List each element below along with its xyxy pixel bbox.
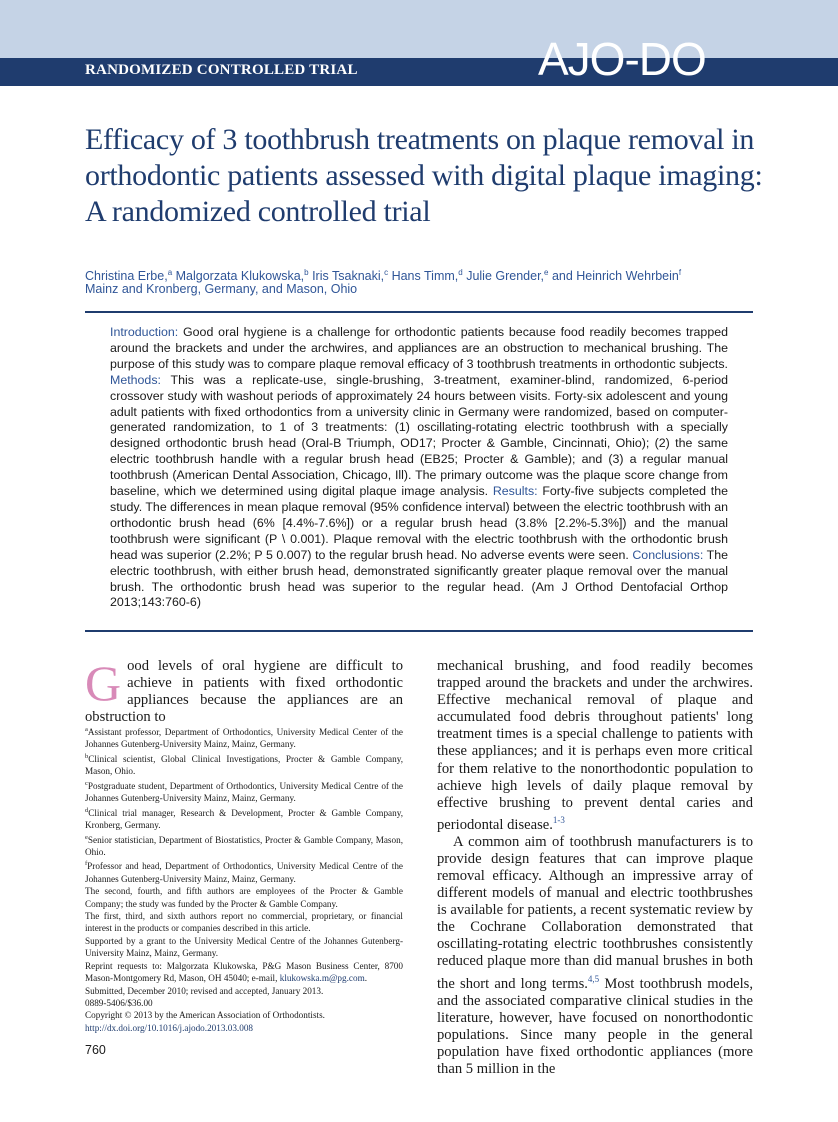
- footnotes: [85, 724, 403, 1034]
- abstract-methods-text: This was a replicate-use, single-brushing, 3-treatment, examiner-blind, randomized, 6-period crossover study with washout periods of approximately 24 hours between visits. Forty-six adolescent and young adult patients with fixed orthodontics from a university clinic in Germany were randomized, based on computer-generated randomization, to 1 of 3 treatments: (1) oscillating-rotating electric toothbrush with a specially designed orthodontic brush head (Oral-B Triumph, OD17; Procter & Gamble, Cincinnati, Ohio); (2) the same electric toothbrush handle with a regular brush head (EB25; Procter & Gamble); and (3) a regular manual toothbrush (American Dental Association, Chicago, Ill). The primary outcome was the plaque score change from baseline, which we determined using digital plaque image analysis.: [110, 372, 728, 499]
- header-top-band: [0, 0, 838, 58]
- abstract-results-heading: Results:: [492, 484, 538, 499]
- author-name: Iris Tsaknaki,: [308, 269, 385, 284]
- author-affiliation-mark: c: [384, 268, 389, 277]
- footnote-c: $^c$Postgraduate student, Department of Orthodontics, University Medical Centre of the Johannes Gutenberg-University Mainz, Mainz, Germany.: [85, 779, 403, 804]
- abstract-results-text: Forty-five subjects completed the study. The differences in mean plaque removal (95% confidence interval) between the electric toothbrush with an orthodontic brush head (6% [4.4%-7.6%]) or a regular brush head (3.8% [2.2%-5.3%]) and the manual toothbrush were significant (P \ 0.001). Plaque removal with the electric toothbrush with the orthodontic brush head was superior (2.2%; P 5 0.007) to the regular brush head. No adverse events were seen.: [110, 484, 728, 562]
- abstract-methods-heading: Methods:: [110, 372, 161, 387]
- abstract-bottom-rule: [85, 630, 753, 632]
- footnote-f: $^f$Professor and head, Department of Orthodontics, University Medical Centre of the Johannes Gutenberg-University Mainz, Mainz, Germany.: [85, 860, 403, 884]
- journal-logo: AJO-DO: [538, 33, 706, 85]
- footnote-copyright: Copyright © 2013 by the American Association of Orthodontists.: [85, 1010, 325, 1021]
- footnote-mark: d: [85, 806, 89, 814]
- footnote-mark: f: [85, 860, 88, 868]
- footnote-d: $^d$Clinical trial manager, Research & Development, Procter & Gamble Company, Kronberg, Germany.: [85, 806, 403, 831]
- reference-mark[interactable]: 4,5: [587, 973, 600, 984]
- body-paragraph-1: mechanical brushing, and food readily becomes trapped around the brackets and under the archwires. Effective mechanical removal of plaque and accumulated food debris throughout patients' long treatment times is a special challenge to patients with these appliances; and it is perhaps even more critical for them relative to the nonorthodontic population to achieve high levels of daily plaque removal by effective brushing to prevent dental caries and periodontal disease.$^{1-3}$: [437, 658, 753, 833]
- abstract-introduction-heading: Introduction:: [110, 325, 179, 339]
- footnote-mark: c: [85, 779, 88, 787]
- footnote-mark: a: [85, 726, 88, 733]
- footnote-e: $^e$Senior statistician, Department of Biostatistics, Procter & Gamble Company, Mason, Ohio.: [85, 833, 403, 857]
- abstract: [110, 325, 728, 611]
- abstract-conclusions-heading: Conclusions:: [632, 547, 704, 562]
- footnote-mark: e: [85, 833, 88, 841]
- section-label: RANDOMIZED CONTROLLED TRIAL: [85, 62, 358, 78]
- doi-link[interactable]: http://dx.doi.org/10.1016/j.ajodo.2013.03.008: [85, 1022, 254, 1033]
- author-name: Hans Timm,: [388, 269, 459, 284]
- drop-cap: G: [85, 655, 122, 711]
- article-title: Efficacy of 3 toothbrush treatments on plaque removal in orthodontic patients assessed with digital plaque imaging: A randomized controlled trial: [85, 123, 763, 228]
- author-affiliation-mark: e: [544, 268, 549, 277]
- footnote-grant: Supported by a grant to the University Medical Centre of the Johannes Gutenberg-University Mainz, Mainz, Germany.: [85, 935, 403, 959]
- footnote-a: $^a$Assistant professor, Department of Orthodontics, University Medical Center of the Johannes Gutenberg-University Mainz, Mainz, Germany.: [85, 726, 403, 750]
- footnote-mark: b: [85, 752, 89, 760]
- author-affiliation-mark: b: [304, 268, 309, 277]
- footnote-issn: 0889-5406/$36.00: [85, 997, 153, 1008]
- body-paragraph-2: A common aim of toothbrush manufacturers is to provide design features that can improve plaque removal efficacy. Although an impressive array of different models of manual and electric toothbrushes is available for patients, a recent systematic review by the Cochrane Collaboration demonstrated that oscillating-rotating electric toothbrushes consistently reduced plaque more than did manual brushes in both the short and long terms.$^{4,5}$ Most toothbrush models, and the associated comparative clinical studies in the literature, however, have focused on nonorthodontic populations. Since many people in the general population have fixed orthodontic appliances (more than 5 million in the: [437, 833, 753, 1077]
- abstract-introduction-text: Good oral hygiene is a challenge for orthodontic patients because food readily becomes trapped around the brackets and under the archwires, and appliances are an obstruction to mechanical brushing. The purpose of this study was to compare plaque removal efficacy of 3 toothbrush treatments in orthodontic subjects.: [110, 325, 728, 371]
- author-name: Christina Erbe,: [85, 269, 168, 284]
- affiliation-line: Mainz and Kronberg, Germany, and Mason, Ohio: [85, 282, 358, 296]
- author-affiliation-mark: a: [167, 268, 173, 277]
- body-intro-text: ood levels of oral hygiene are difficult to achieve in patients with fixed orthodontic appliances because the appliances are an obstruction to: [85, 658, 403, 725]
- footnote-no-interest: The first, third, and sixth authors report no commercial, proprietary, or financial interest in the products or companies described in this article.: [85, 911, 403, 934]
- author-name: and Heinrich Wehrbein: [548, 269, 679, 284]
- body-left-column: [85, 655, 403, 726]
- abstract-conclusions-text: The electric toothbrush, with either brush head, demonstrated significantly greater plaque removal over the manual brush. The orthodontic brush head was superior to the regular head. (Am J Orthod Dentofacial Orthop 2013;143:760-6): [110, 547, 728, 610]
- footnote-b: $^b$Clinical scientist, Global Clinical Investigations, Procter & Gamble Company, Mason, Ohio.: [85, 752, 403, 777]
- email-link[interactable]: klukowska.m@pg.com: [279, 973, 365, 984]
- page-number: 760: [85, 1043, 106, 1057]
- footnote-reprint: Reprint requests to: Malgorzata Klukowska, P&G Mason Business Center, 8700 Mason-Montgomery Rd, Mason, OH 45040; e-mail, klukowska.m@pg.com.: [85, 960, 403, 984]
- abstract-top-rule: [85, 311, 753, 313]
- body-intro-paragraph: [85, 655, 403, 726]
- footnote-submitted: Submitted, December 2010; revised and accepted, January 2013.: [85, 985, 324, 996]
- author-name: Malgorzata Klukowska,: [172, 269, 305, 284]
- reference-mark[interactable]: 1-3: [552, 814, 565, 825]
- author-name: Julie Grender,: [462, 269, 545, 284]
- body-right-column: [437, 658, 753, 1078]
- author-affiliation-mark: f: [678, 268, 682, 277]
- footnote-employees: The second, fourth, and fifth authors are employees of the Procter & Gamble Company; the study was funded by the Procter & Gamble Company.: [85, 886, 403, 909]
- author-affiliation-mark: d: [458, 268, 463, 277]
